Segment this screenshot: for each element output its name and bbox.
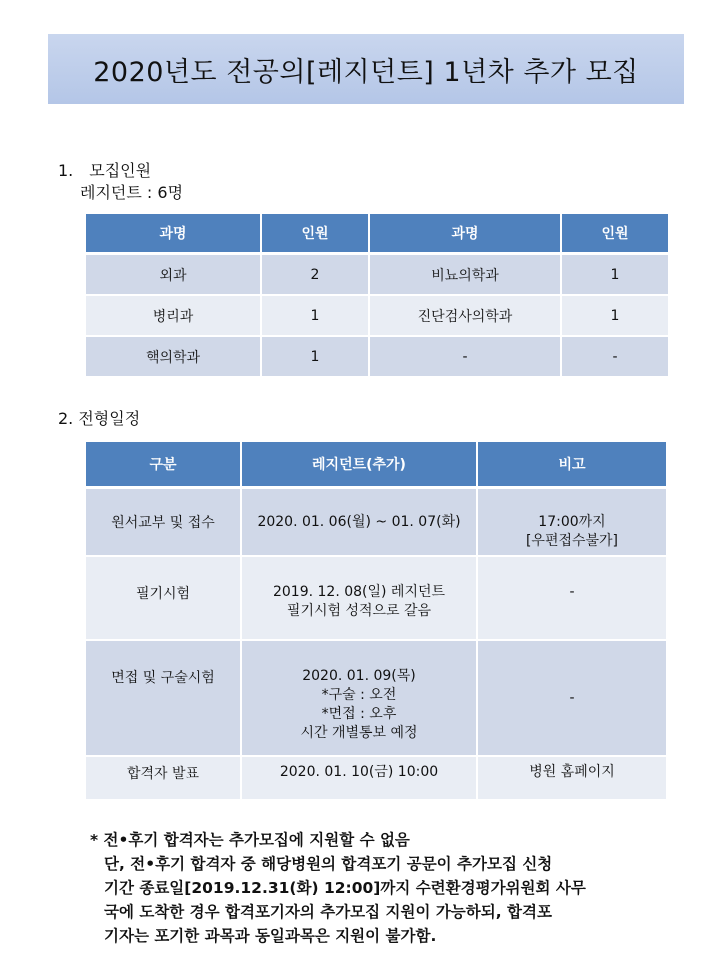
count-cell: 1 xyxy=(562,296,668,337)
footnote-line: 기자는 포기한 과목과 동일과목은 지원이 불가함. xyxy=(104,927,437,945)
table-header-row xyxy=(86,214,668,255)
category-cell: 원서교부 및 접수 xyxy=(86,489,242,557)
table-row xyxy=(86,255,668,296)
dept-cell: 비뇨의학과 xyxy=(370,255,562,296)
category-cell: 필기시험 xyxy=(86,557,242,641)
schedule-cell xyxy=(242,557,478,641)
note-line: - xyxy=(569,584,575,600)
table-header-row xyxy=(86,442,666,489)
note-line: 병원 홈페이지 xyxy=(529,764,615,780)
note-line: 17:00까지 xyxy=(538,514,606,530)
note-line: [우편접수불가] xyxy=(525,533,619,549)
count-cell: 1 xyxy=(262,296,370,337)
header-count: 인원 xyxy=(262,214,370,255)
table-row xyxy=(86,489,666,557)
recruitment-table xyxy=(86,214,668,378)
header-note: 비고 xyxy=(478,442,666,489)
count-cell: 1 xyxy=(562,255,668,296)
header-dept: 과명 xyxy=(86,214,262,255)
count-cell: 1 xyxy=(262,337,370,378)
recruitment-count: 레지던트 : 6명 xyxy=(80,183,184,202)
header-dept: 과명 xyxy=(370,214,562,255)
dept-cell: 병리과 xyxy=(86,296,262,337)
schedule-line: 필기시험 성적으로 갈음 xyxy=(286,603,432,619)
schedule-line: 2020. 01. 10(금) 10:00 xyxy=(279,764,439,780)
category-cell: 면접 및 구술시험 xyxy=(86,641,242,757)
header-category: 구분 xyxy=(86,442,242,489)
schedule-line: 시간 개별통보 예정 xyxy=(300,725,418,741)
section-recruitment-heading: 1. 모집인원 xyxy=(58,161,152,180)
header-count: 인원 xyxy=(562,214,668,255)
table-row xyxy=(86,296,668,337)
note-line: - xyxy=(569,689,575,706)
note-cell xyxy=(478,757,666,801)
count-cell: 2 xyxy=(262,255,370,296)
table-row xyxy=(86,557,666,641)
dept-cell: - xyxy=(370,337,562,378)
schedule-line: 2020. 01. 09(목) xyxy=(302,668,416,684)
schedule-table xyxy=(86,442,666,801)
table-row xyxy=(86,337,668,378)
dept-cell: 진단검사의학과 xyxy=(370,296,562,337)
schedule-cell xyxy=(242,757,478,801)
dept-cell: 핵의학과 xyxy=(86,337,262,378)
schedule-cell xyxy=(242,489,478,557)
schedule-cell xyxy=(242,641,478,757)
category-cell: 합격자 발표 xyxy=(86,757,242,801)
footnote-line: 단, 전•후기 합격자 중 해당병원의 합격포기 공문이 추가모집 신청 xyxy=(104,855,553,873)
count-cell: - xyxy=(562,337,668,378)
footnote-main: * 전•후기 합격자는 추가모집에 지원할 수 없음 xyxy=(90,831,410,849)
footnote-line: 국에 도착한 경우 합격포기자의 추가모집 지원이 가능하되, 합격포 xyxy=(104,903,552,921)
schedule-line: 2020. 01. 06(월) ~ 01. 07(화) xyxy=(257,513,461,530)
page-title: 2020년도 전공의[레지던트] 1년차 추가 모집 xyxy=(48,34,684,104)
dept-cell: 외과 xyxy=(86,255,262,296)
schedule-line: *구술 : 오전 xyxy=(321,687,397,703)
footnote-line: 기간 종료일[2019.12.31(화) 12:00]까지 수련환경평가위원회 사무 xyxy=(104,879,586,897)
schedule-line: *면접 : 오후 xyxy=(321,706,397,722)
footnote xyxy=(90,828,690,948)
table-row xyxy=(86,757,666,801)
note-cell xyxy=(478,641,666,757)
note-cell xyxy=(478,489,666,557)
note-cell xyxy=(478,557,666,641)
section-schedule-heading: 2. 전형일정 xyxy=(58,409,141,428)
header-schedule: 레지던트(추가) xyxy=(242,442,478,489)
table-row xyxy=(86,641,666,757)
schedule-line: 2019. 12. 08(일) 레지던트 xyxy=(272,584,446,600)
